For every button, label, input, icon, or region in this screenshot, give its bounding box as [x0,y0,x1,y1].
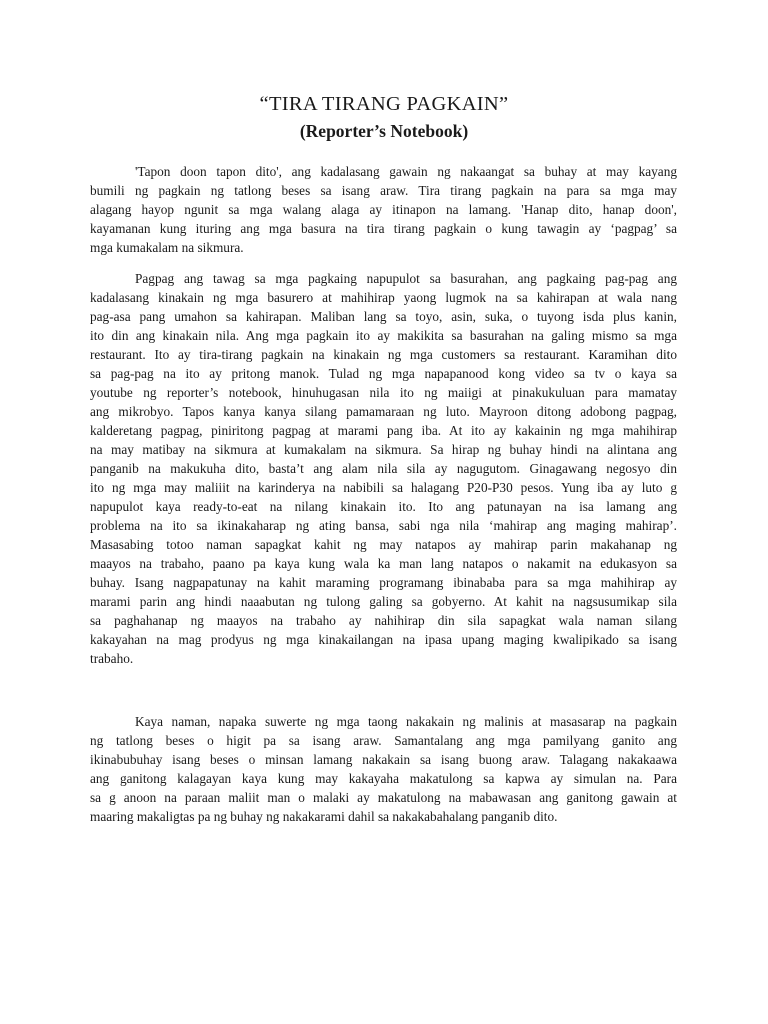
paragraph-line: ang mikrobyo. Tapos kanya kanya silang pamamaraan ng luto. Mayroon ditong adobong pagpag, [90,404,677,419]
paragraph-line: napupulot kaya ready-to-eat na nilang kinakain ito. Ito ang patunayan na isa lamang ang [90,499,677,514]
paragraph-line: na may matibay na sikmura at kumakalam na sikmura. Sa hirap ng buhay hindi na alintana ang [90,442,677,457]
paragraph-3 [90,712,677,826]
paragraph-line: kakayahan na mag prodyus ng mga kinakailangan na ipasa upang maging kwalipikado sa isang [90,632,677,647]
paragraph-line: ito ng mga may maliiit na karinderya na nabibili sa halagang P20-P30 pesos. Yung iba ay luto g [90,480,677,495]
paragraph-line: mga kumakalam na sikmura. [90,240,244,255]
paragraph-line: problema na ito sa ikinakaharap ng ating bansa, sabi nga nila ‘mahirap ang maging mahirap’. [90,518,677,533]
paragraph-line: Pagpag ang tawag sa mga pagkaing napupulot sa basurahan, ang pagkaing pag-pag ang [135,271,677,286]
document-title: “TIRA TIRANG PAGKAIN” [259,93,509,115]
paragraph-line: youtube ng reporter’s notebook, hinuhugasan nila ito ng maiigi at pinakukuluan para mamatay [90,385,677,400]
paragraph-line: sa g anoon na paraan maliit man o malaki ay makatulong na mabawasan ang ganitong gawain at [90,790,677,805]
paragraph-line: maaring makaligtas pa ng buhay ng nakakarami dahil sa nakakabahalang panganib dito. [90,809,558,824]
paragraph-line: ng tatlong beses o higit pa sa isang araw. Samantalang ang mga pamilyang ganito ang [90,733,677,748]
paragraph-line: sa pag-pag na ito ay pritong manok. Tulad ng mga napapanood kong video sa tv o kaya sa [90,366,677,381]
paragraph-line: pag-asa pang umahon sa kahirapan. Maliban lang sa toyo, asin, suka, o tuyong isda plus kanin, [90,309,677,324]
paragraph-line: marami parin ang hindi naaabutan ng tulong galing sa gobyerno. At kahit na nagsusumikap sila [90,594,677,609]
paragraph-1 [90,162,677,257]
paragraph-2 [90,269,677,668]
paragraph-line: Kaya naman, napaka suwerte ng mga taong nakakain ng malinis at masasarap na pagkain [135,714,677,729]
paragraph-line: 'Tapon doon tapon dito', ang kadalasang gawain ng nakaangat sa buhay at may kayang [135,164,677,179]
paragraph-line: panganib na makukuha dito, basta’t ang alam nila sila ay nagugutom. Ginagawang negosyo din [90,461,677,476]
paragraph-line: trabaho. [90,651,134,666]
paragraph-line: maayos na trabaho, paano pa kaya kung wala ka man lang natapos o nakamit na edukasyon sa [90,556,677,571]
paragraph-line: sa paghahanap ng maayos na trabaho ay nahihirap din sila sapagkat wala naman silang [90,613,677,628]
paragraph-line: bumili ng pagkain ng tatlong beses sa isang araw. Tira tirang pagkain na para sa mga may [90,183,677,198]
paragraph-line: kayamanan kung ituring ang mga basura na tira tirang pagkain o kung tawagin ay ‘pagpag’ sa [90,221,677,236]
paragraph-line: kalderetang pagpag, piniritong pagpag at marami pang iba. At ito ay kakainin ng mga mahihirap [90,423,677,438]
paragraph-line: alagang hayop ngunit sa mga walang alaga ay itinapon na lamang. 'Hanap dito, hanap doon', [90,202,677,217]
document-subtitle: (Reporter’s Notebook) [299,121,469,141]
paragraph-line: ang ganitong kalagayan kaya kung may kakayaha makatulong sa kapwa ay simulan na. Para [90,771,677,786]
paragraph-line: Masasabing totoo naman sapagkat kahit ng may natapos ay mahirap parin makahanap ng [90,537,677,552]
paragraph-line: buhay. Isang nagpapatunay na kahit maraming programang ibinababa para sa mga mahihirap ay [90,575,677,590]
paragraph-line: restaurant. Ito ay tira-tirang pagkain na kinakain ng mga customers sa restaurant. Karamihan dito [90,347,677,362]
paragraph-line: ito din ang kinakain nila. Ang mga pagkain ito ay makikita sa basurahan na galing mismo sa mga [90,328,677,343]
paragraph-line: kadalasang kinakain ng mga basurero at mahihirap yaong lugmok na sa kahirapan at wala nang [90,290,677,305]
paragraph-line: ikinabubuhay isang beses o minsan lamang nakakain sa isang buong araw. Talagang nakakaawa [90,752,677,767]
